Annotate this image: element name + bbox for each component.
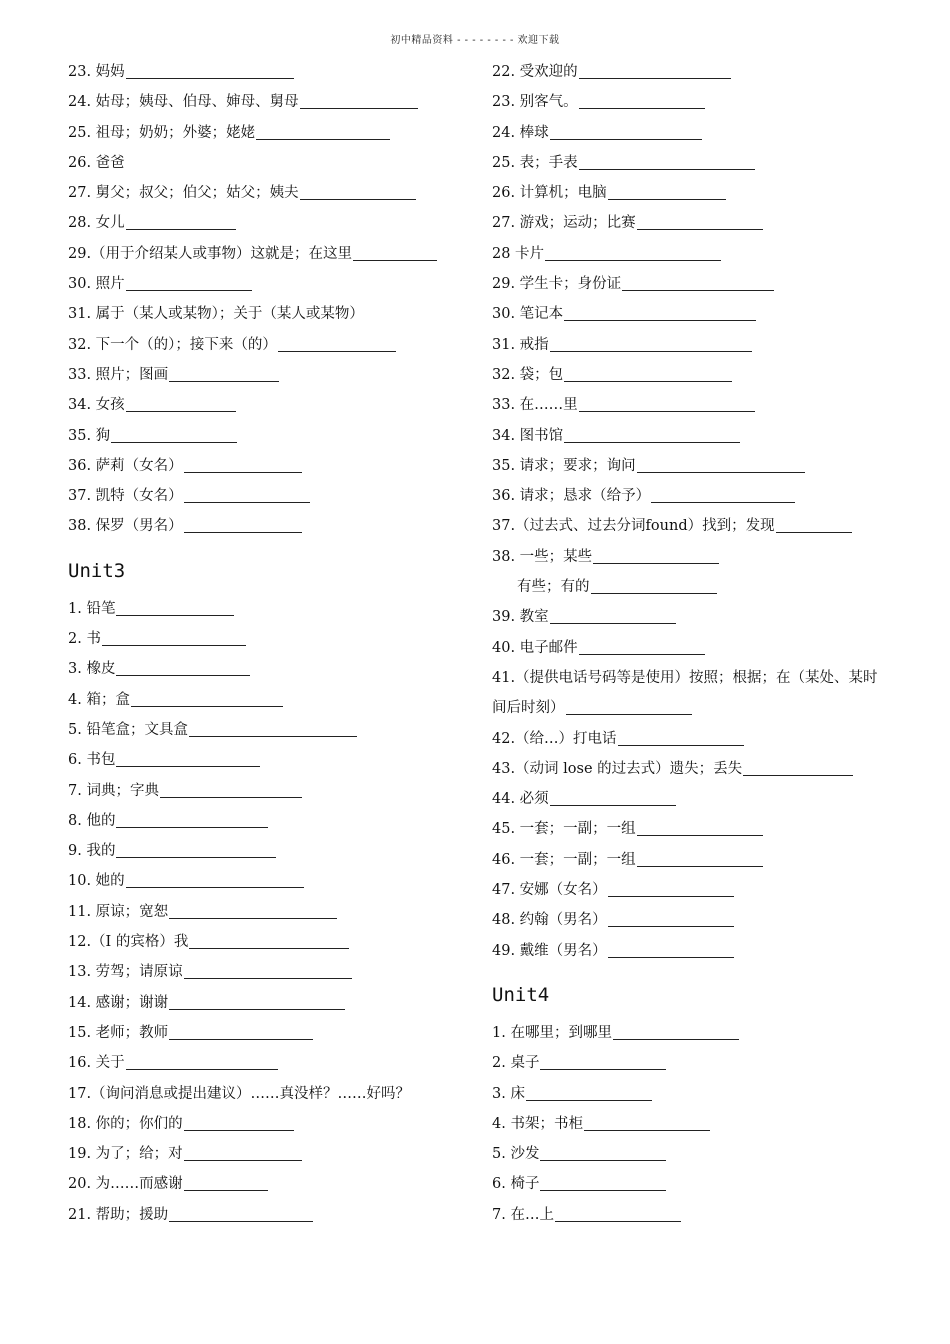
vocab-item xyxy=(68,118,468,148)
answer-blank[interactable] xyxy=(564,442,740,443)
answer-blank[interactable] xyxy=(550,805,676,806)
vocab-text: 5. 铅笔盒；文具盒 xyxy=(68,721,188,738)
vocab-item xyxy=(68,836,468,866)
answer-blank[interactable] xyxy=(579,654,705,655)
vocab-item xyxy=(68,481,468,511)
vocab-item xyxy=(492,1079,892,1109)
answer-blank[interactable] xyxy=(637,229,763,230)
vocab-text: 31. 属于（某人或某物）；关于（某人或某物） xyxy=(68,306,364,323)
vocab-text: 37. 凯特（女名） xyxy=(68,488,183,505)
vocab-text: 9. 我的 xyxy=(68,843,116,860)
answer-blank[interactable] xyxy=(540,1160,666,1161)
vocab-item xyxy=(68,897,468,927)
vocab-item xyxy=(492,542,892,572)
answer-blank[interactable] xyxy=(189,736,357,737)
vocab-item xyxy=(492,299,892,329)
vocab-item xyxy=(68,421,468,451)
answer-blank[interactable] xyxy=(555,1221,681,1222)
vocab-item xyxy=(68,594,468,624)
vocab-item xyxy=(492,936,892,966)
answer-blank[interactable] xyxy=(184,1190,268,1191)
vocab-item xyxy=(492,633,892,663)
vocab-item xyxy=(492,905,892,935)
answer-blank[interactable] xyxy=(637,472,805,473)
vocab-text: 24. 姑母；姨母、伯母、婶母、舅母 xyxy=(68,94,299,111)
answer-blank[interactable] xyxy=(169,1221,313,1222)
vocab-item xyxy=(492,360,892,390)
vocab-item xyxy=(68,806,468,836)
vocab-text: 34. 女孩 xyxy=(68,397,125,414)
vocab-text: 25. 表；手表 xyxy=(492,154,578,171)
answer-blank[interactable] xyxy=(593,563,719,564)
vocab-text: 7. 词典；字典 xyxy=(68,782,159,799)
vocab-item xyxy=(492,421,892,451)
vocab-text: 28. 女儿 xyxy=(68,215,125,232)
vocab-text: 44. 必须 xyxy=(492,791,549,808)
vocab-item xyxy=(68,776,468,806)
answer-blank[interactable] xyxy=(116,857,276,858)
answer-blank[interactable] xyxy=(608,199,726,200)
vocab-item xyxy=(68,1169,468,1199)
answer-blank[interactable] xyxy=(608,896,734,897)
answer-blank[interactable] xyxy=(278,351,396,352)
vocab-text: 48. 约翰（男名） xyxy=(492,912,607,929)
vocab-text: 33. 在……里 xyxy=(492,397,578,414)
answer-blank[interactable] xyxy=(169,1009,345,1010)
vocab-item xyxy=(68,57,468,87)
answer-blank[interactable] xyxy=(184,472,302,473)
answer-blank[interactable] xyxy=(545,260,721,261)
vocab-text: 2. 桌子 xyxy=(492,1055,540,1072)
answer-blank[interactable] xyxy=(184,1160,302,1161)
vocab-text: 23. 别客气。 xyxy=(492,94,578,111)
answer-blank[interactable] xyxy=(126,78,294,79)
answer-blank[interactable] xyxy=(743,775,853,776)
vocab-item xyxy=(68,148,468,178)
answer-blank[interactable] xyxy=(116,766,260,767)
vocab-text: 24. 棒球 xyxy=(492,124,549,141)
vocab-item xyxy=(492,118,892,148)
vocab-text: 6. 椅子 xyxy=(492,1176,540,1193)
vocab-text: 32. 袋；包 xyxy=(492,366,564,383)
vocab-item xyxy=(68,1079,468,1109)
answer-blank[interactable] xyxy=(579,169,755,170)
vocab-item xyxy=(492,239,892,269)
answer-blank[interactable] xyxy=(651,502,795,503)
answer-blank[interactable] xyxy=(550,351,752,352)
answer-blank[interactable] xyxy=(353,260,437,261)
vocab-item xyxy=(68,87,468,117)
answer-blank[interactable] xyxy=(102,645,246,646)
vocab-item xyxy=(492,754,892,784)
vocab-text: 20. 为……而感谢 xyxy=(68,1176,183,1193)
answer-blank[interactable] xyxy=(126,290,252,291)
vocab-item xyxy=(492,481,892,511)
vocab-text: 29.（用于介绍某人或事物）这就是；在这里 xyxy=(68,245,353,262)
vocab-item xyxy=(492,1048,892,1078)
vocab-item xyxy=(68,239,468,269)
vocab-item xyxy=(68,866,468,896)
vocab-text: 27. 舅父；叔父；伯父；姑父；姨夫 xyxy=(68,185,299,202)
unit-heading: Unit3 xyxy=(68,559,126,582)
vocab-text: 23. 妈妈 xyxy=(68,64,125,80)
answer-blank[interactable] xyxy=(564,320,756,321)
vocab-item xyxy=(492,784,892,814)
vocab-item xyxy=(68,745,468,775)
vocab-text: 26. 计算机；电脑 xyxy=(492,185,607,202)
vocab-text: 19. 为了；给；对 xyxy=(68,1146,183,1163)
answer-blank[interactable] xyxy=(169,918,337,919)
vocab-item xyxy=(492,330,892,360)
vocab-item xyxy=(68,927,468,957)
vocab-text: 36. 请求；恳求（给予） xyxy=(492,488,651,505)
vocab-text: 33. 照片；图画 xyxy=(68,366,169,383)
vocab-item xyxy=(492,57,892,87)
answer-blank[interactable] xyxy=(579,411,755,412)
answer-blank[interactable] xyxy=(618,745,744,746)
answer-blank[interactable] xyxy=(566,714,692,715)
vocab-item xyxy=(492,663,892,724)
answer-blank[interactable] xyxy=(126,1069,278,1070)
answer-blank[interactable] xyxy=(184,1130,294,1131)
vocab-item xyxy=(68,1018,468,1048)
vocab-text: 36. 萨莉（女名） xyxy=(68,457,183,474)
vocab-item xyxy=(68,511,468,541)
answer-blank[interactable] xyxy=(526,1100,652,1101)
vocab-text: 37.（过去式、过去分词found）找到；发现 xyxy=(492,518,775,535)
vocab-text: 25. 祖母；奶奶；外婆；姥姥 xyxy=(68,124,256,141)
vocab-item xyxy=(68,1048,468,1078)
vocab-text: 43.（动词 lose 的过去式）遗失；丢失 xyxy=(492,760,743,777)
vocab-text: 5. 沙发 xyxy=(492,1146,540,1163)
answer-blank[interactable] xyxy=(540,1190,666,1191)
answer-blank[interactable] xyxy=(126,229,236,230)
answer-blank[interactable] xyxy=(608,957,734,958)
answer-blank[interactable] xyxy=(300,199,416,200)
vocab-item xyxy=(492,602,892,632)
vocab-text: 32. 下一个（的）；接下来（的） xyxy=(68,336,277,353)
vocab-text: 35. 狗 xyxy=(68,427,111,444)
right-column xyxy=(492,57,892,1230)
vocab-text: 35. 请求；要求；询问 xyxy=(492,457,636,474)
answer-blank[interactable] xyxy=(116,615,234,616)
vocab-item xyxy=(68,654,468,684)
vocab-text: 14. 感谢；谢谢 xyxy=(68,994,169,1011)
vocab-text: 47. 安娜（女名） xyxy=(492,882,607,899)
vocab-text: 46. 一套；一副；一组 xyxy=(492,851,636,868)
vocab-text: 11. 原谅；宽恕 xyxy=(68,903,169,920)
left-column xyxy=(68,57,468,1230)
answer-blank[interactable] xyxy=(184,978,352,979)
vocab-item xyxy=(492,178,892,208)
vocab-text: 29. 学生卡；身份证 xyxy=(492,276,622,293)
vocab-text: 15. 老师；教师 xyxy=(68,1024,169,1041)
vocab-item xyxy=(68,208,468,238)
vocab-item xyxy=(68,390,468,420)
answer-blank[interactable] xyxy=(184,502,310,503)
vocab-text: 38. 一些；某些 xyxy=(492,548,593,565)
vocab-text: 1. 铅笔 xyxy=(68,600,116,617)
vocab-item xyxy=(492,845,892,875)
vocab-item xyxy=(492,724,892,754)
vocab-text: 13. 劳驾；请原谅 xyxy=(68,964,183,981)
answer-blank[interactable] xyxy=(584,1130,710,1131)
vocab-item xyxy=(492,875,892,905)
answer-blank[interactable] xyxy=(622,290,774,291)
vocab-item xyxy=(68,269,468,299)
answer-blank[interactable] xyxy=(184,532,302,533)
vocab-text: 12.（I 的宾格）我 xyxy=(68,934,189,951)
vocab-text: 8. 他的 xyxy=(68,812,116,829)
vocab-text: 10. 她的 xyxy=(68,873,125,890)
answer-blank[interactable] xyxy=(579,108,705,109)
vocab-text: 30. 照片 xyxy=(68,276,125,293)
answer-blank[interactable] xyxy=(169,1039,313,1040)
answer-blank[interactable] xyxy=(169,381,279,382)
vocab-item xyxy=(68,360,468,390)
page-header: 初中精品资料 - - - - - - - - 欢迎下载 xyxy=(390,35,560,46)
vocab-item xyxy=(68,988,468,1018)
vocab-text: 39. 教室 xyxy=(492,609,549,626)
answer-blank[interactable] xyxy=(591,593,717,594)
answer-blank[interactable] xyxy=(126,411,236,412)
vocab-text: 30. 笔记本 xyxy=(492,306,564,323)
vocab-item xyxy=(492,208,892,238)
vocab-text: 41.（提供电话号码等是使用）按照；根据；在（某处、某时间后时刻） xyxy=(492,669,878,717)
unit-heading: Unit4 xyxy=(492,983,550,1006)
vocab-text: 7. 在…上 xyxy=(492,1206,554,1223)
vocab-item xyxy=(68,1109,468,1139)
vocab-text: 45. 一套；一副；一组 xyxy=(492,821,636,838)
answer-blank[interactable] xyxy=(256,139,390,140)
vocab-text: 34. 图书馆 xyxy=(492,427,564,444)
vocab-text: 16. 关于 xyxy=(68,1055,125,1072)
vocab-text: 2. 书 xyxy=(68,631,101,648)
vocab-text: 22. 受欢迎的 xyxy=(492,64,578,80)
vocab-item xyxy=(492,269,892,299)
vocab-item xyxy=(492,87,892,117)
vocab-text: 有些；有的 xyxy=(517,579,590,596)
vocab-item xyxy=(68,299,468,329)
vocab-text: 21. 帮助；援助 xyxy=(68,1206,169,1223)
vocab-item xyxy=(492,451,892,481)
vocab-text: 40. 电子邮件 xyxy=(492,639,578,656)
vocab-item xyxy=(492,1139,892,1169)
answer-blank[interactable] xyxy=(116,675,250,676)
answer-blank[interactable] xyxy=(300,108,418,109)
vocab-item xyxy=(68,685,468,715)
answer-blank[interactable] xyxy=(608,926,734,927)
vocab-text: 18. 你的；你们的 xyxy=(68,1115,183,1132)
answer-blank[interactable] xyxy=(550,623,676,624)
vocab-text: 28 卡片 xyxy=(492,245,545,262)
vocab-text: 4. 书架；书柜 xyxy=(492,1115,583,1132)
vocab-text: 42.（给…）打电话 xyxy=(492,730,617,747)
vocab-text: 26. 爸爸 xyxy=(68,154,125,171)
vocab-text: 31. 戒指 xyxy=(492,336,549,353)
answer-blank[interactable] xyxy=(564,381,732,382)
answer-blank[interactable] xyxy=(776,532,852,533)
vocab-item xyxy=(492,1018,892,1048)
answer-blank[interactable] xyxy=(116,827,268,828)
vocab-text: 49. 戴维（男名） xyxy=(492,942,607,959)
vocab-item xyxy=(492,390,892,420)
vocab-item xyxy=(492,148,892,178)
answer-blank[interactable] xyxy=(579,78,731,79)
vocab-text: 1. 在哪里；到哪里 xyxy=(492,1024,612,1041)
vocab-item xyxy=(68,1200,468,1230)
vocab-item xyxy=(492,572,892,602)
vocab-item xyxy=(68,715,468,745)
answer-blank[interactable] xyxy=(189,948,349,949)
vocab-text: 6. 书包 xyxy=(68,752,116,769)
answer-blank[interactable] xyxy=(111,442,237,443)
answer-blank[interactable] xyxy=(613,1039,739,1040)
vocab-item xyxy=(68,1139,468,1169)
answer-blank[interactable] xyxy=(540,1069,666,1070)
vocab-text: 3. 床 xyxy=(492,1085,525,1102)
vocab-text: 17.（询问消息或提出建议）……真没样？……好吗？ xyxy=(68,1085,411,1102)
vocab-item xyxy=(492,814,892,844)
vocab-item xyxy=(492,1109,892,1139)
answer-blank[interactable] xyxy=(637,835,763,836)
vocab-item xyxy=(68,624,468,654)
vocab-text: 4. 箱；盒 xyxy=(68,691,130,708)
vocab-item xyxy=(68,451,468,481)
vocab-text: 27. 游戏；运动；比赛 xyxy=(492,215,636,232)
answer-blank[interactable] xyxy=(160,797,302,798)
answer-blank[interactable] xyxy=(131,706,283,707)
answer-blank[interactable] xyxy=(550,139,702,140)
vocab-item xyxy=(68,178,468,208)
vocab-item xyxy=(68,957,468,987)
vocab-item xyxy=(68,330,468,360)
vocab-text: 3. 橡皮 xyxy=(68,661,116,678)
answer-blank[interactable] xyxy=(126,887,304,888)
vocab-item xyxy=(492,511,892,541)
vocab-item xyxy=(492,1169,892,1199)
answer-blank[interactable] xyxy=(637,866,763,867)
vocab-item xyxy=(492,1200,892,1230)
vocab-text: 38. 保罗（男名） xyxy=(68,518,183,535)
